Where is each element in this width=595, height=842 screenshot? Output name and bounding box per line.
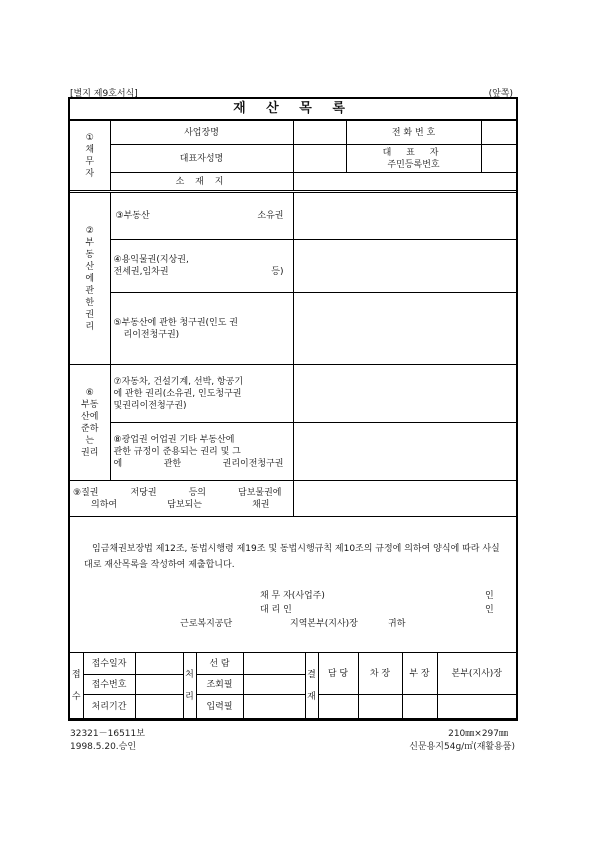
item5-value[interactable] — [293, 293, 516, 365]
debtor-seal[interactable]: 인 — [485, 591, 494, 601]
declaration-area — [70, 516, 516, 653]
deadline-label: 처리기간 — [83, 695, 135, 719]
receipt-no-label: 접수번호 — [83, 675, 135, 695]
form-title: 재 산 목 록 — [70, 99, 516, 120]
item5-label: ⑤부동산에 관한 청구권(인도 권 리이전청구권) — [110, 293, 293, 365]
receipt-col-label: 접 수 — [70, 653, 83, 719]
receipt-date-value[interactable] — [135, 653, 183, 675]
business-name-value[interactable] — [293, 121, 346, 145]
item3-label: ③부동산 소유권 — [110, 193, 293, 240]
location-value[interactable] — [293, 173, 516, 191]
review-label: 선 람 — [196, 653, 243, 675]
entry-label: 입력필 — [196, 695, 243, 719]
deadline-value[interactable] — [135, 695, 183, 719]
pledge-section — [70, 480, 516, 517]
rep-id-label: 대 표 자 주민등록번호 — [346, 145, 481, 173]
phone-label: 전 화 번 호 — [346, 121, 481, 145]
recipient-org: 근로복지공단 — [180, 619, 233, 629]
head-sign[interactable] — [437, 695, 516, 719]
item8-label: ⑧광업권 어업권 기타 부동산에 관한 규정이 준용되는 권리 및 그 에 관한 권리이전청구권 — [110, 423, 293, 481]
representative-value[interactable] — [293, 145, 346, 173]
debtor-section — [70, 120, 516, 191]
manager-sign[interactable] — [402, 695, 437, 719]
phone-value[interactable] — [481, 121, 516, 145]
property-list-form — [68, 97, 518, 721]
deputy-sign[interactable] — [358, 695, 402, 719]
form-code: 32321－16511보 — [70, 729, 145, 739]
quasi-real-estate-section — [70, 364, 516, 481]
approval-date: 1998.5.20.승인 — [70, 742, 137, 752]
item4-label: ④용익물권(지상권, 전세권,임차권 등) — [110, 240, 293, 293]
proc-col-label: 처 리 — [183, 653, 196, 719]
item8-value[interactable] — [293, 423, 516, 481]
manager-label: 부 장 — [402, 653, 437, 695]
agent-seal[interactable]: 인 — [485, 605, 494, 615]
debtor-section-label: ① 채 무 자 — [70, 121, 110, 191]
recipient-branch: 지역본부(지사)장 — [290, 619, 358, 629]
inquiry-value[interactable] — [243, 675, 305, 695]
entry-value[interactable] — [243, 695, 305, 719]
receipt-date-label: 접수일자 — [83, 653, 135, 675]
item4-value[interactable] — [293, 240, 516, 293]
review-value[interactable] — [243, 653, 305, 675]
agent-sign-label: 대 리 인 — [260, 605, 292, 615]
item7-value[interactable] — [293, 365, 516, 423]
receipt-no-value[interactable] — [135, 675, 183, 695]
recipient-suffix: 귀하 — [388, 619, 406, 629]
staff-label: 담 당 — [318, 653, 358, 695]
rep-id-value[interactable] — [481, 145, 516, 173]
item7-label: ⑦자동차, 건설기계, 선박, 항공기 에 관한 권리(소유권, 인도청구권 및권리이전청구권) — [110, 365, 293, 423]
item9-label: ⑨질권 저당권 등의 담보물권에 의하여 담보되는 채권 — [70, 481, 293, 517]
item3-value[interactable] — [293, 193, 516, 240]
head-label: 본부(지사)장 — [437, 653, 516, 695]
real-estate-section — [70, 192, 516, 365]
paper-type: 신문용지54g/㎡(재활용품) — [409, 742, 515, 752]
location-label: 소 재 지 — [110, 173, 293, 191]
item9-value[interactable] — [293, 481, 516, 517]
inquiry-label: 조회필 — [196, 675, 243, 695]
approval-col-label: 결 재 — [305, 653, 318, 719]
representative-label: 대표자성명 — [110, 145, 293, 173]
deputy-label: 차 장 — [358, 653, 402, 695]
processing-table — [70, 652, 516, 719]
declaration-text: 임금채권보장법 제12조, 동법시행령 제19조 및 동법시행규칙 제10조의 규정에 의하여 양식에 따라 사실대로 재산목록을 작성하여 제출합니다. — [84, 544, 500, 570]
quasi-section-label: ⑥ 부동 산에 준하 는 권리 — [70, 365, 110, 481]
staff-sign[interactable] — [318, 695, 358, 719]
business-name-label: 사업장명 — [110, 121, 293, 145]
form-number-label: [별지 제9호서식] — [70, 89, 138, 99]
debtor-sign-label: 채 무 자(사업주) — [260, 591, 325, 601]
page-side-label: (앞쪽) — [488, 89, 513, 99]
real-estate-section-label: ② 부 동 산 에 관 한 권 리 — [70, 193, 110, 365]
paper-size: 210㎜×297㎜ — [448, 729, 508, 739]
